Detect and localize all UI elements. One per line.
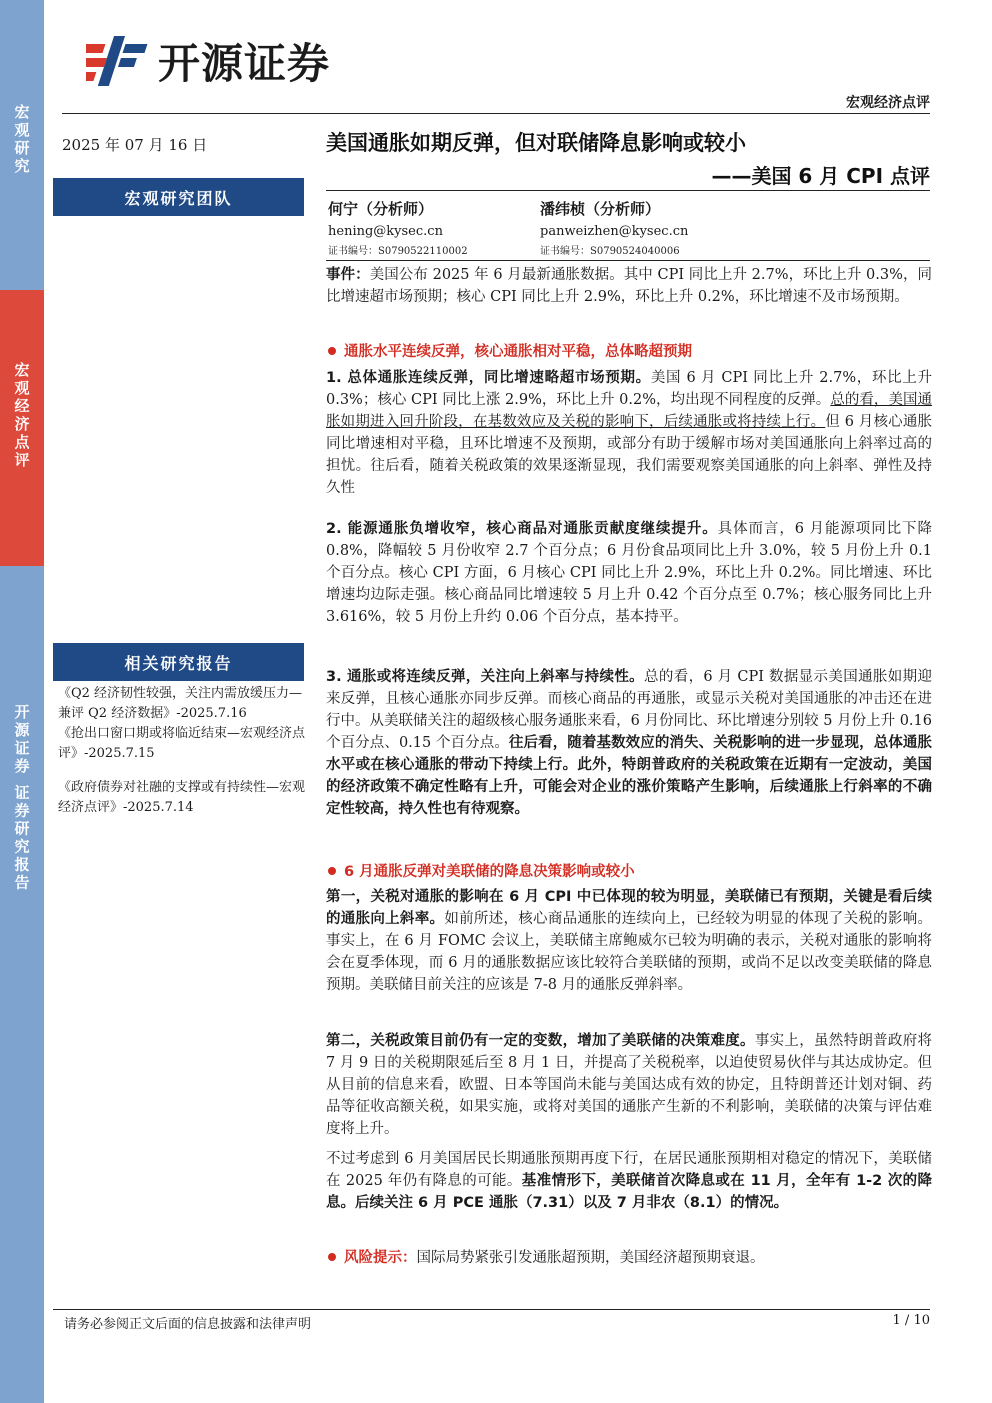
header-divider (62, 113, 930, 114)
side-label-brand: 开源证券 证券研究报告 (0, 566, 44, 1403)
footer-disclaimer: 请务必参阅正文后面的信息披露和法律声明 (64, 1317, 312, 1332)
team-heading: 宏观研究团队 (53, 178, 304, 216)
related-report-2[interactable]: 《抢出口窗口期或将临近结束—宏观经济点评》-2025.7.15 (58, 726, 306, 761)
side-label-research: 宏观研究 (0, 0, 44, 290)
analyst-divider (326, 260, 930, 261)
section2-paragraph-2: 第二，关税政策目前仍有一定的变数，增加了美联储的决策难度。事实上，虽然特朗普政府将 7 月 9 日的关税期限延后至 8 月 1 日，并提高了关税税率，以迫使贸易伙伴与其达成协定。但从目前的信息来看，欧盟、日本等国尚未能与美国达成有效的协定，且特朗普还计划对铜、药品等征收高额关税，如果实施，或将对美国的通胀产生新的不利影响，美联储的决策与评估难度将上升。 (326, 1033, 933, 1137)
page-number: 1 / 10 (892, 1313, 930, 1328)
risk-note: 风险提示：国际局势紧张引发通胀超预期，美国经济超预期衰退。 (328, 1246, 765, 1267)
related-heading: 相关研究报告 (53, 643, 304, 681)
logo-icon (86, 30, 152, 92)
section1-paragraph-3: 3. 通胀或将连续反弹，关注向上斜率与持续性。总的看，6 月 CPI 数据显示美国通胀如期迎来反弹，且核心通胀亦同步反弹。而核心商品的再通胀，或显示关税对美国通胀的冲击还在进行中。从美联储关注的超级核心服务通胀来看，6 月份同比、环比增速分别较 5 月份上升 0.16 个百分点、0.15 个百分点。往后看，随着基数效应的消失、关税影响的进一步显现，总体通胀水平或在核心通胀的带动下持续上行。此外，特朗普政府的关税政策在近期有一定波动，美国的经济政策不确定性略有上升，可能会对企业的涨价策略产生影响，后续通胀上行斜率的不确定性较高，持久性也有待观察。 (326, 669, 932, 817)
section-heading-1: 通胀水平连续反弹，核心通胀相对平稳，总体略超预期 (328, 340, 692, 361)
side-strip (0, 0, 44, 1403)
related-report-1[interactable]: 《Q2 经济韧性较强，关注内需放缓压力—兼评 Q2 经济数据》-2025.7.16 (58, 686, 303, 721)
bullet-dot-icon (328, 867, 336, 875)
footer-divider (53, 1309, 930, 1310)
analyst-2 (540, 198, 688, 257)
section1-paragraph-2: 2. 能源通胀负增收窄，核心商品对通胀贡献度继续提升。具体而言，6 月能源项同比下降 0.8%，降幅较 5 月份收窄 2.7 个百分点；6 月份食品项同比上升 3.0%，较 5 月份上升 0.1 个百分点。核心 CPI 方面，6 月核心 CPI 同比上升 2.9%，环比上升 0.2%。同比增速、环比增速均边际走强。核心商品同比增速较 5 月上升 0.42 个百分点至 0.7%；核心服务同比上升 3.616%，较 5 月份上升约 0.06 个百分点，基本持平。 (326, 521, 932, 625)
analyst-cert: 证书编号：S0790522110002 (328, 246, 468, 257)
analyst-1 (328, 198, 468, 257)
bullet-dot-icon (328, 347, 336, 355)
title-divider (326, 190, 930, 191)
analyst-email[interactable]: hening@kysec.cn (328, 224, 443, 239)
report-subtitle: ——美国 6 月 CPI 点评 (711, 164, 930, 188)
event-label: 事件： (326, 267, 370, 283)
header-category: 宏观经济点评 (846, 95, 930, 111)
event-paragraph: 事件：美国公布 2025 年 6 月最新通胀数据。其中 CPI 同比上升 2.7%，环比上升 0.3%，同比增速超市场预期；核心 CPI 同比上升 2.9%，环比上升 0.2%，环比增速不及市场预期。 (326, 267, 932, 305)
brand-name: 开源证券 (158, 39, 331, 88)
analyst-name: 潘纬桢（分析师） (540, 200, 661, 218)
side-label-category: 宏观经济点评 (0, 290, 44, 566)
report-date: 2025 年 07 月 16 日 (62, 136, 208, 154)
report-title: 美国通胀如期反弹，但对联储降息影响或较小 (326, 131, 746, 155)
bullet-dot-icon (328, 1253, 336, 1261)
related-report-3[interactable]: 《政府债券对社融的支撑或有持续性—宏观经济点评》-2025.7.14 (58, 780, 306, 815)
section2-paragraph-3: 不过考虑到 6 月美国居民长期通胀预期再度下行，在居民通胀预期相对稳定的情况下，美联储在 2025 年仍有降息的可能。基准情形下，美联储首次降息或在 11 月，全年有 1-2 次的降息。后续关注 6 月 PCE 通胀（7.31）以及 7 月非农（8.1）的情况。 (326, 1151, 932, 1211)
analyst-name: 何宁（分析师） (328, 200, 434, 218)
analyst-email[interactable]: panweizhen@kysec.cn (540, 224, 689, 239)
section-heading-2: 6 月通胀反弹对美联储的降息决策影响或较小 (328, 860, 635, 881)
analyst-cert: 证书编号：S0790524040006 (540, 246, 680, 257)
section2-paragraph-1: 第一，关税对通胀的影响在 6 月 CPI 中已体现的较为明显，美联储已有预期，关键是看后续的通胀向上斜率。如前所述，核心商品通胀的连续向上，已经较为明显的体现了关税的影响。事实上，在 6 月 FOMC 会议上，美联储主席鲍威尔已较为明确的表示，关税对通胀的影响将会在夏季体现，而 6 月的通胀数据应该比较符合美联储的预期，或尚不足以改变美联储的降息预期。美联储目前关注的应该是 7-8 月的通胀反弹斜率。 (326, 889, 933, 993)
section1-paragraph-1: 1. 总体通胀连续反弹，同比增速略超市场预期。美国 6 月 CPI 同比上升 2.7%，环比上升 0.3%；核心 CPI 同比上涨 2.9%，环比上升 0.2%，均出现不同程度的反弹。总的看，美国通胀如期进入回升阶段，在基数效应及关税的影响下，后续通胀或将持续上行。但 6 月核心通胀同比增速相对平稳，且环比增速不及预期，或部分有助于缓解市场对美国通胀向上斜率过高的担忧。往后看，随着关税政策的效果逐渐显现，我们需要观察美国通胀的向上斜率、弹性及持久性 (326, 370, 933, 496)
brand-logo (86, 30, 330, 92)
